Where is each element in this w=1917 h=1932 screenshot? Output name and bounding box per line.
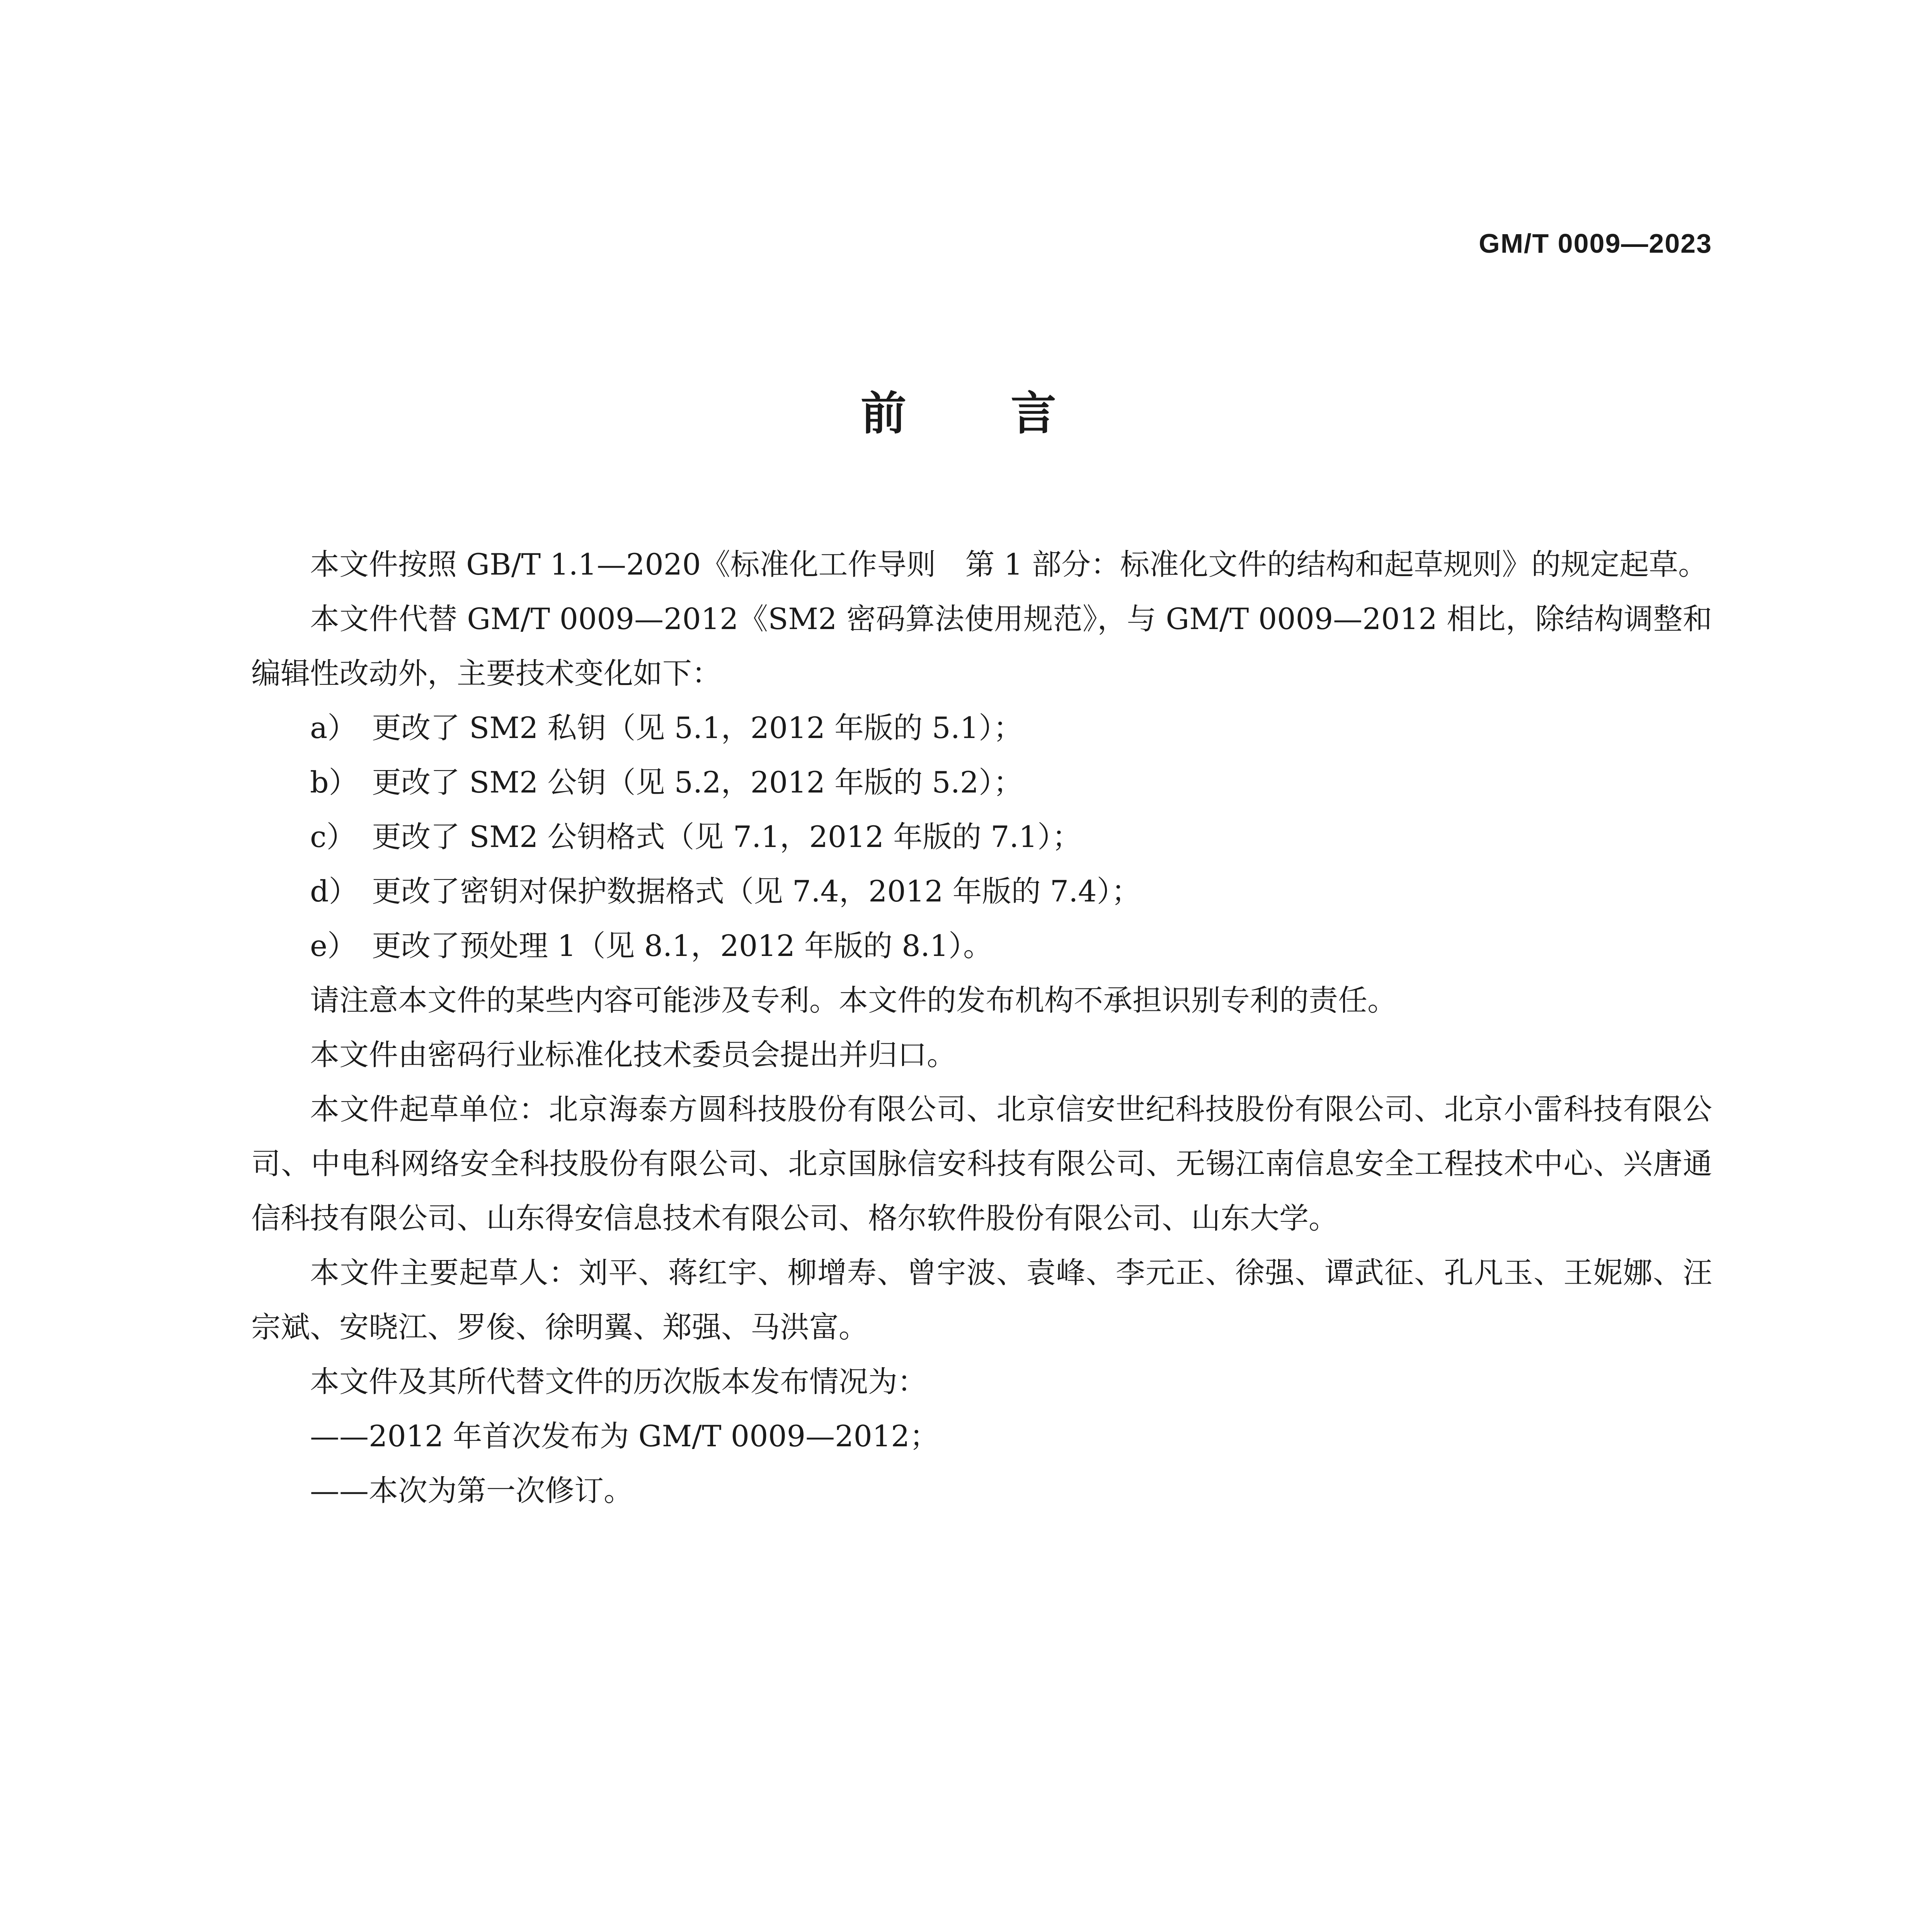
standard-code: GM/T 0009—2023: [1479, 228, 1712, 259]
change-text: 更改了预处理 1（见 8.1，2012 年版的 8.1）。: [372, 929, 993, 963]
title-char-2: 言: [1011, 387, 1057, 440]
paragraph-replacement: 本文件代替 GM/T 0009—2012《SM2 密码算法使用规范》，与 GM/T 0009—2012 相比，除结构调整和编辑性改动外，主要技术变化如下：: [251, 602, 1712, 690]
change-letter: b）: [310, 765, 358, 799]
change-item-d: [251, 864, 1712, 918]
history-item: ——2012 年首次发布为 GM/T 0009—2012；: [310, 1419, 939, 1453]
change-text: 更改了 SM2 公钥格式（见 7.1，2012 年版的 7.1）；: [372, 820, 1082, 854]
paragraph-drafters: 本文件主要起草人：刘平、蒋红宇、柳增寿、曾宇波、袁峰、李元正、徐强、谭武征、孔凡玉、王妮娜、汪宗斌、安晓江、罗俊、徐明翼、郑强、马洪富。: [251, 1255, 1712, 1344]
paragraph-proposer: 本文件由密码行业标准化技术委员会提出并归口。: [310, 1037, 956, 1072]
paragraph-history-intro: 本文件及其所代替文件的历次版本发布情况为：: [310, 1364, 927, 1399]
change-text: 更改了 SM2 公钥（见 5.2，2012 年版的 5.2）；: [372, 765, 1023, 799]
change-letter: e）: [310, 929, 357, 963]
title-char-1: 前: [860, 387, 906, 440]
change-letter: a）: [310, 711, 357, 745]
history-item: ——本次为第一次修订。: [310, 1473, 633, 1508]
change-item-e: [251, 918, 1712, 973]
foreword-body: [251, 537, 1712, 1518]
change-item-a: [251, 701, 1712, 755]
change-item-b: [251, 755, 1712, 810]
change-item-c: [251, 810, 1712, 864]
page-title: [0, 386, 1917, 441]
change-text: 更改了密钥对保护数据格式（见 7.4，2012 年版的 7.4）；: [372, 874, 1141, 908]
paragraph-drafting-basis: 本文件按照 GB/T 1.1—2020《标准化工作导则 第 1 部分：标准化文件的结构和起草规则》的规定起草。: [310, 547, 1708, 582]
change-letter: d）: [310, 874, 358, 908]
paragraph-patent-notice: 请注意本文件的某些内容可能涉及专利。本文件的发布机构不承担识别专利的责任。: [310, 983, 1397, 1017]
change-text: 更改了 SM2 私钥（见 5.1，2012 年版的 5.1）；: [372, 711, 1023, 745]
change-letter: c）: [310, 820, 356, 854]
paragraph-drafting-units: 本文件起草单位：北京海泰方圆科技股份有限公司、北京信安世纪科技股份有限公司、北京小雷科技有限公司、中电科网络安全科技股份有限公司、北京国脉信安科技有限公司、无锡江南信息安全工程技术中心、兴唐通信科技有限公司、山东得安信息技术有限公司、格尔软件股份有限公司、山东大学。: [251, 1092, 1712, 1235]
